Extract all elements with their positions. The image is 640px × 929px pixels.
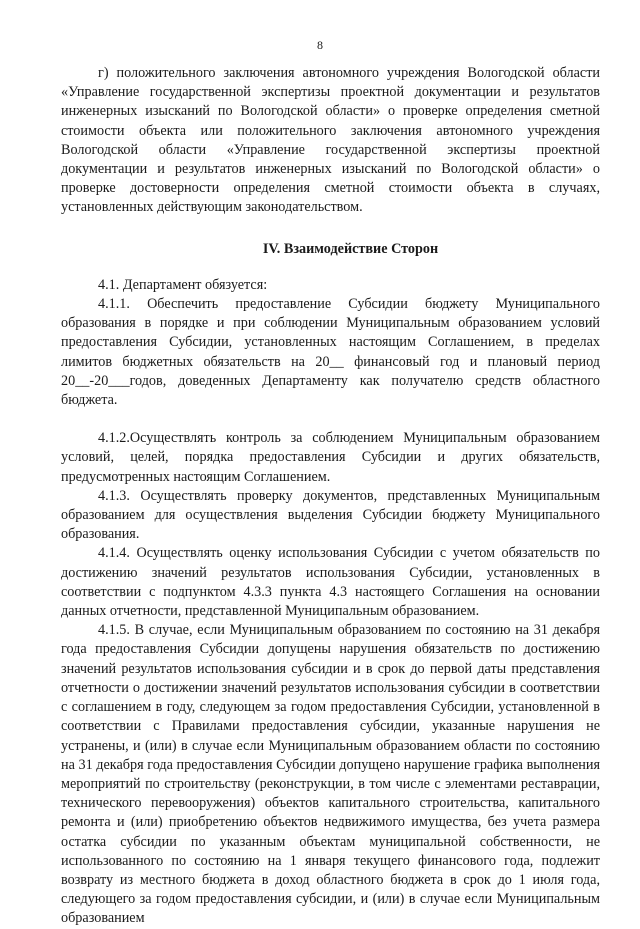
paragraph-4-1-5: 4.1.5. В случае, если Муниципальным образованием по состоянию на 31 декабря года предоставления Субсидии допущены нарушения обязательств по достижению значений результатов использования субсидии и в срок до первой даты представления отчетности о достижении значений результатов использования субсидии в соответствии с соглашением в году, следующем за годом предоставления Субсидии, установленной в соответствии с Правилами предоставления субсидии, указанные нарушения не устранены, и (или) в случае если Муниципальным образованием области по состоянию на 31 декабря года предоставления Субсидии допущено нарушение графика выполнения мероприятий по строительству (реконструкции, в том числе с элементами реставрации, технического перевооружения) объектов капитального строительства, капитального ремонта и (или) приобретению объектов недвижимого имущества, без учета размера остатка субсидии по указанным объектам муниципальной собственности, не использованного по состоянию на 1 января текущего финансового года, подлежит возврату из местного бюджета в доход областного бюджета в срок до 1 июля года, следующего за годом предоставления субсидии, и (или) в случае если Муниципальным образованием: [61, 622, 600, 927]
paragraph-4-1-3: 4.1.3. Осуществлять проверку документов, представленных Муниципальным образованием для осуществления выделения Субсидии бюджету Муниципального образования.: [61, 487, 600, 543]
paragraph-4-1-2: 4.1.2.Осуществлять контроль за соблюдением Муниципальным образованием условий, целей, порядка предоставления Субсидии и других обязательств, предусмотренных настоящим Соглашением.: [61, 430, 600, 485]
paragraph-4-1: 4.1. Департамент обязуется:: [98, 276, 268, 293]
document-body: [61, 64, 600, 929]
paragraph-4-1-4: 4.1.4. Осуществлять оценку использования Субсидии с учетом обязательств по достижению значений результатов использования Субсидии, установленных в соответствии с подпунктом 4.3.3 пункта 4.3 настоящего Соглашения на основании данных отчетности, представленной Муниципальным образованием.: [61, 545, 600, 620]
page-number: 8: [317, 38, 323, 52]
paragraph-subitem-g: г) положительного заключения автономного учреждения Вологодской области «Управление государственной экспертизы проектной документации и результатов инженерных изысканий по Вологодской области» о проверке определения сметной стоимости объекта или положительного заключения автономного учреждения Вологодской области «Управление государственной экспертизы проектной документации и результатов инженерных изысканий по Вологодской области» о проверке достоверности определения сметной стоимости объекта в случаях, установленных действующим законодательством.: [61, 65, 600, 216]
paragraph-4-1-1: 4.1.1. Обеспечить предоставление Субсидии бюджету Муниципального образования в порядке и при соблюдении Муниципальным образованием условий предоставления Субсидии, установленных настоящим Соглашением, в пределах лимитов бюджетных обязательств на 20__ финансовый год и плановый период 20__-20___годов, доведенных Департаменту как получателю средств областного бюджета.: [61, 296, 600, 409]
section-heading: IV. Взаимодействие Сторон: [262, 240, 439, 257]
